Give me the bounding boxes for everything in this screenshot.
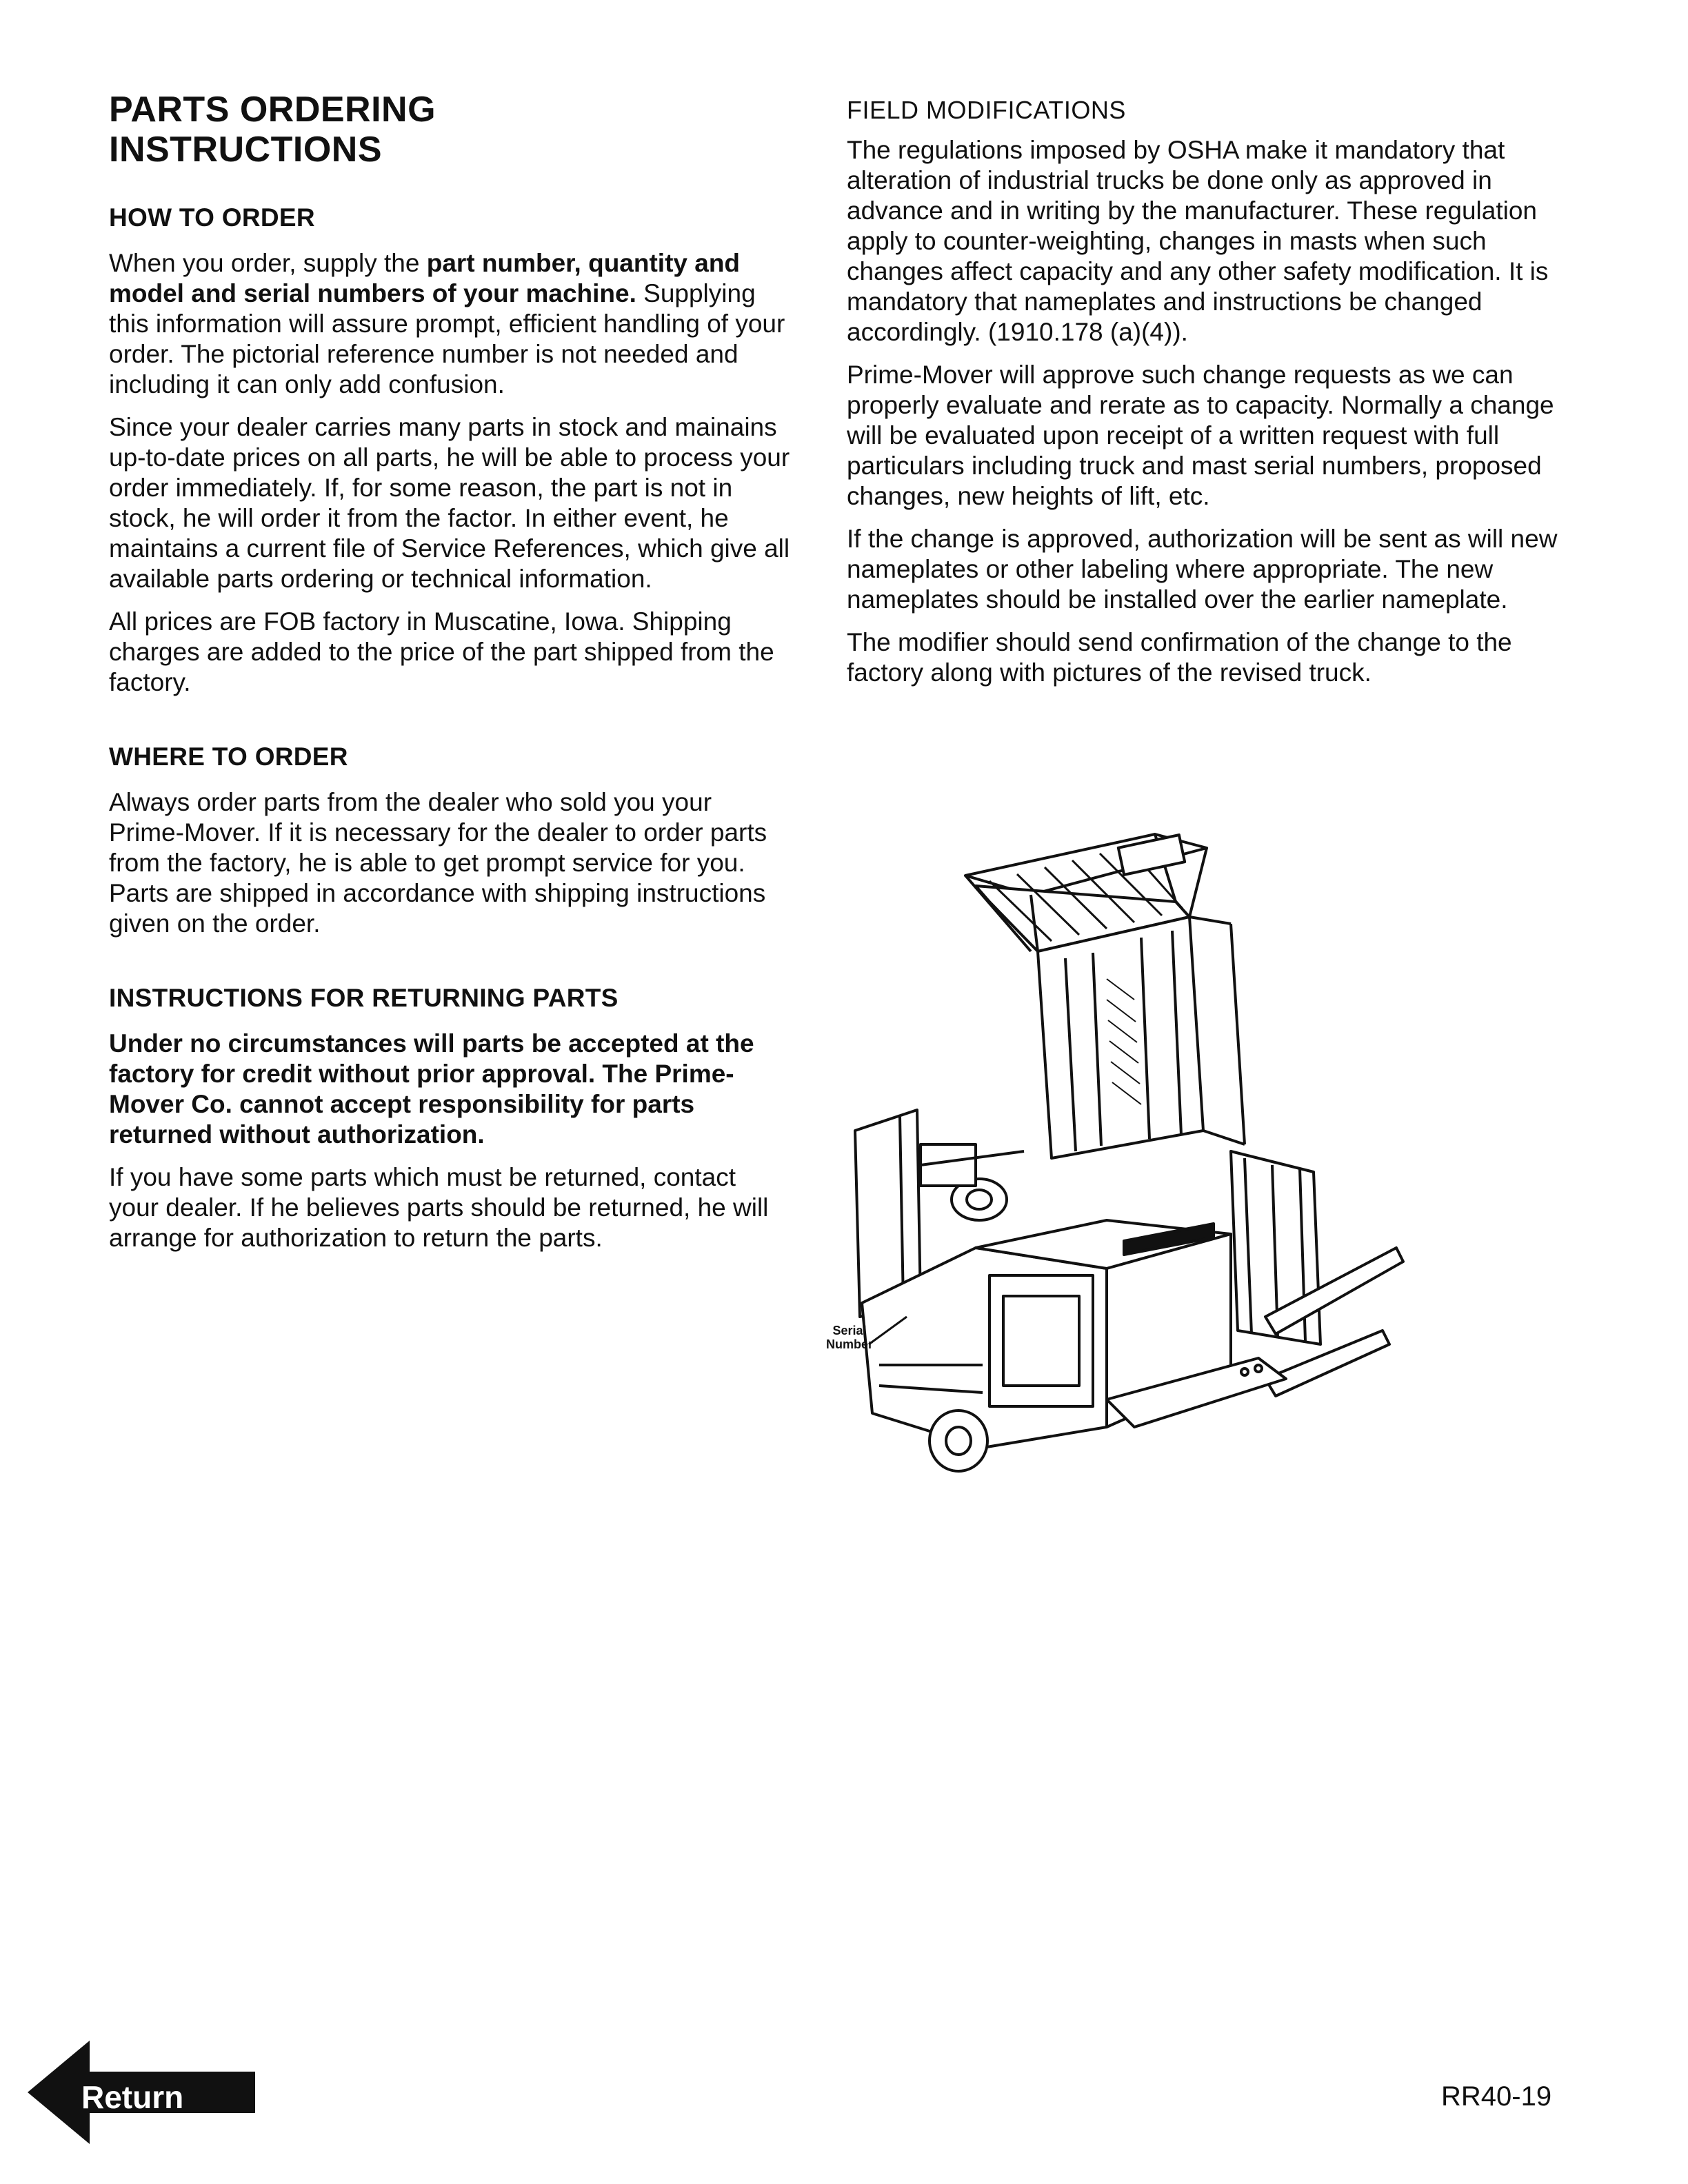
how-to-order-paragraph-1 (109, 248, 792, 400)
field-modifications-paragraph-4: The modifier should send confirmation of the change to the factory along with pictures of the revised truck. (847, 628, 1512, 687)
how-p1-rest: Supplying this information will assure prompt, efficient handling of your order. The pictorial reference number is not needed and including it can only add confusion. (109, 279, 785, 398)
how-p1-intro: When you order, supply the (109, 249, 427, 277)
spacer (109, 951, 792, 983)
how-to-order-paragraph-3: All prices are FOB factory in Muscatine, Iowa. Shipping charges are added to the price of the part shipped from the factory. (109, 607, 774, 696)
return-button-label[interactable]: Return (81, 2079, 184, 2115)
serial-callout-line2: Number (825, 1337, 873, 1351)
right-column (847, 95, 1564, 700)
page-title-line1: PARTS ORDERING (109, 90, 436, 130)
field-modifications-heading: FIELD MODIFICATIONS (847, 96, 1126, 124)
page-title (109, 90, 792, 170)
drive-wheel (930, 1410, 987, 1471)
how-p1-bold: part number, quantity and model and serial numbers of your machine. (109, 249, 741, 307)
where-to-order-heading: WHERE TO ORDER (109, 742, 348, 771)
left-column (109, 90, 792, 1266)
returning-parts-warning-text: Under no circumstances will parts be accepted at the factory for credit without prior approval. The Prime-Mover Co. cannot accept responsibility for parts returned without authorization. (109, 1029, 754, 1149)
field-modifications-paragraph-2: Prime-Mover will approve such change requests as we can properly evaluate and rerate as to capacity. Normally a change will be evaluated upon receipt of a written request with full particulars including truck and mast serial numbers, proposed changes, new heights of lift, etc. (847, 361, 1554, 510)
page-title-line2: INSTRUCTIONS (109, 130, 382, 170)
drive-unit (921, 1144, 1024, 1220)
returning-parts-warning (109, 1029, 792, 1150)
spacer (109, 710, 792, 742)
field-modifications-paragraph-3: If the change is approved, authorization will be sent as will new nameplates or other labeling where appropriate. The new nameplates should be installed over the earlier nameplate. (847, 525, 1558, 614)
field-modifications-paragraph-1: The regulations imposed by OSHA make it mandatory that alteration of industrial trucks be done only as approved in advance and in writing by the manufacturer. These regulation apply to counter-weighting, changes in masts when such changes affect capacity and any other safety modification. It is mandatory that nameplates and instructions be changed accordingly. (1910.178 (a)(4)). (847, 136, 1549, 346)
how-to-order-paragraph-2: Since your dealer carries many parts in stock and mainains up-to-date prices on all parts, he will be able to process your order immediately. If, for some reason, the part is not in stock, he will order it from the factor. In either event, he maintains a current file of Service References, which give all available parts ordering or technical information. (109, 413, 790, 593)
serial-number-callout (815, 1324, 884, 1351)
page-number: RR40-19 (1441, 2081, 1552, 2112)
where-to-order-paragraph: Always order parts from the dealer who sold you your Prime-Mover. If it is necessary for the dealer to order parts from the factory, he is able to get prompt service for you. Parts are shipped in accordance with shipping instructions given on the order. (109, 788, 767, 938)
how-to-order-heading: HOW TO ORDER (109, 203, 315, 232)
forklift-illustration (817, 820, 1410, 1524)
mast (1038, 917, 1245, 1158)
serial-callout-line1: Serial (832, 1324, 867, 1337)
returning-parts-heading: INSTRUCTIONS FOR RETURNING PARTS (109, 984, 619, 1012)
returning-parts-paragraph: If you have some parts which must be returned, contact your dealer. If he believes parts should be returned, he will arrange for authorization to return the parts. (109, 1163, 769, 1252)
